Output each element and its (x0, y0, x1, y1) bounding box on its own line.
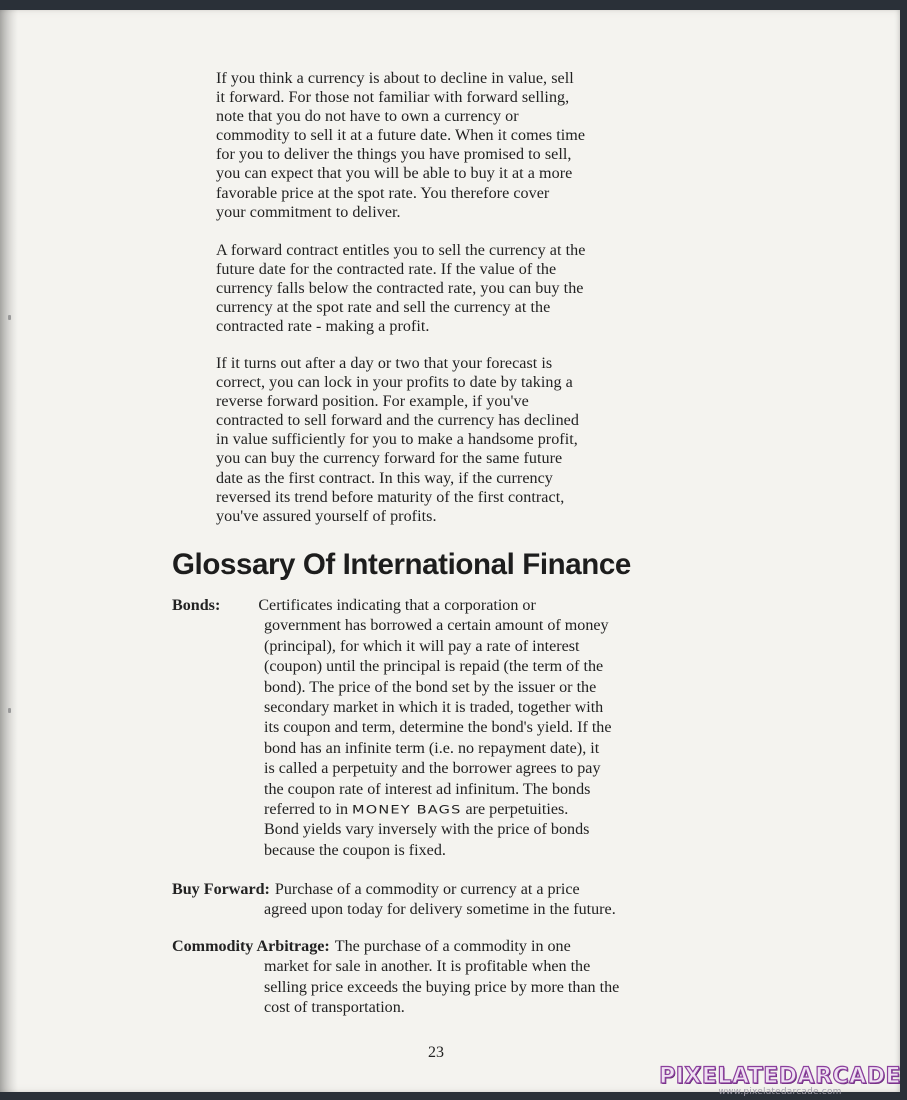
text-line: Purchase of a commodity or currency at a price (274, 881, 580, 898)
game-title-money-bags: MONEY BAGS (352, 803, 462, 817)
ref-suffix: are perpetuities. (461, 801, 569, 819)
text-line: reverse forward position. For example, if you've (216, 393, 529, 411)
text-line: your commitment to deliver. (216, 203, 401, 221)
glossary-entry-buy-forward (172, 880, 732, 921)
text-line: it forward. For those not familiar with forward selling, (216, 89, 570, 107)
text-line: If it turns out after a day or two that your forecast is (216, 355, 553, 372)
text-line: you can buy the currency forward for the same future (216, 450, 563, 468)
page-number: 23 (428, 1044, 444, 1061)
text-line: its coupon and term, determine the bond's yield. If the (264, 719, 612, 737)
text-line: favorable price at the spot rate. You therefore cover (216, 184, 550, 202)
text-line: currency at the spot rate and sell the currency at the (216, 299, 551, 317)
text-line: the coupon rate of interest ad infinitum. The bonds (264, 780, 591, 798)
text-line: market for sale in another. It is profitable when the (264, 958, 591, 976)
text-line: correct, you can lock in your profits to date by taking a (216, 374, 573, 392)
text-line: secondary market in which it is traded, together with (264, 699, 604, 717)
text-line: bond). The price of the bond set by the issuer or the (264, 678, 597, 696)
text-line: future date for the contracted rate. If the value of the (216, 261, 557, 279)
text-line: for you to deliver the things you have promised to sell, (216, 146, 572, 164)
text-line: The purchase of a commodity in one (334, 938, 571, 955)
paragraph-sell-forward (216, 69, 686, 222)
glossary-term: Buy Forward: (172, 881, 270, 898)
text-line: contracted rate - making a profit. (216, 318, 430, 336)
text-line: currency falls below the contracted rate, you can buy the (216, 280, 584, 298)
glossary-heading: Glossary Of International Finance (172, 548, 631, 581)
watermark-logo: PIXELATEDARCADE (659, 1064, 901, 1089)
text-line: contracted to sell forward and the currency has declined (216, 412, 579, 430)
text-line: in value sufficiently for you to make a handsome profit, (216, 431, 578, 449)
text-line: is called a perpetuity and the borrower agrees to pay (264, 760, 601, 778)
binding-hole-mark (8, 708, 11, 713)
text-line: If you think a currency is about to decline in value, sell (216, 70, 574, 87)
text-line: you can expect that you will be able to buy it at a more (216, 165, 573, 183)
text-line: Bond yields vary inversely with the price of bonds (264, 821, 590, 839)
ref-prefix: referred to in (264, 801, 353, 819)
text-line: government has borrowed a certain amount of money (264, 617, 609, 635)
glossary-entry-bonds (172, 596, 732, 861)
watermark (659, 1064, 901, 1097)
paragraph-forward-contract (216, 241, 686, 336)
text-line: (principal), for which it will pay a rate of interest (264, 637, 580, 655)
text-line: note that you do not have to own a currency or (216, 108, 519, 126)
watermark-url: www.pixelatedarcade.com (718, 1087, 842, 1097)
text-line: bond has an infinite term (i.e. no repayment date), it (264, 739, 600, 757)
binding-hole-mark (8, 315, 11, 320)
text-line: agreed upon today for delivery sometime in the future. (264, 901, 616, 919)
text-line: A forward contract entitles you to sell the currency at the (216, 242, 586, 259)
glossary-term: Commodity Arbitrage: (172, 938, 330, 955)
text-line (172, 800, 732, 820)
text-line: cost of transportation. (264, 999, 405, 1017)
text-line: Certificates indicating that a corporation or (258, 597, 536, 614)
text-line: because the coupon is fixed. (264, 841, 446, 859)
text-line: date as the first contract. In this way, if the currency (216, 469, 553, 487)
paragraph-reverse-position (216, 354, 686, 526)
glossary-term: Bonds: (172, 597, 221, 614)
text-line: reversed its trend before maturity of the first contract, (216, 488, 565, 506)
text-line: you've assured yourself of profits. (216, 507, 437, 525)
document-page (0, 10, 900, 1092)
glossary-entry-commodity-arbitrage (172, 937, 732, 1019)
text-line: commodity to sell it at a future date. When it comes time (216, 127, 586, 145)
text-line: selling price exceeds the buying price by more than the (264, 978, 620, 996)
text-line: (coupon) until the principal is repaid (the term of the (264, 658, 604, 676)
